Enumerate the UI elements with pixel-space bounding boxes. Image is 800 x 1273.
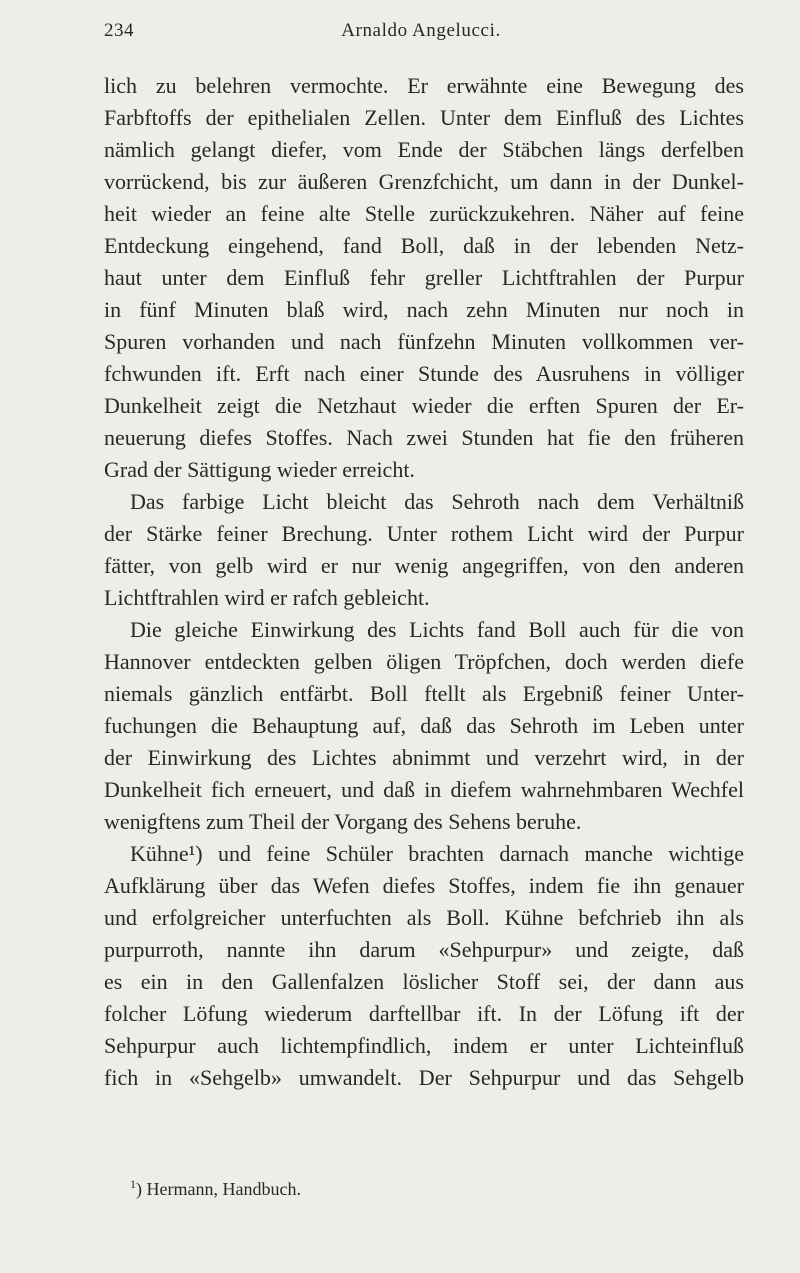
text-line: wenigftens zum Theil der Vorgang des Sehens beruhe. (104, 809, 582, 834)
text-line: Farbftoffs der epithelialen Zellen. Unter dem Einfluß des Lichtes (104, 105, 744, 130)
body-text (104, 70, 744, 1094)
footnote-marker: 1 (130, 1177, 136, 1191)
text-line: fich in «Sehgelb» umwandelt. Der Sehpurpur und das Sehgelb (104, 1065, 744, 1090)
text-line: Aufklärung über das Wefen diefes Stoffes, indem fie ihn genauer (104, 873, 744, 898)
text-line: Die gleiche Einwirkung des Lichts fand Boll auch für die von (130, 617, 744, 642)
text-line: niemals gänzlich entfärbt. Boll ftellt als Ergebniß feiner Unter- (104, 681, 744, 706)
text-line: der Stärke feiner Brechung. Unter rothem Licht wird der Purpur (104, 521, 744, 546)
text-line: Grad der Sättigung wieder erreicht. (104, 457, 415, 482)
text-line: nämlich gelangt diefer, vom Ende der Stäbchen längs derfelben (104, 137, 744, 162)
text-line: lich zu belehren vermochte. Er erwähnte eine Bewegung des (104, 73, 744, 98)
text-line: purpurroth, nannte ihn darum «Sehpurpur» und zeigte, daß (104, 937, 744, 962)
text-line: Entdeckung eingehend, fand Boll, daß in der lebenden Netz- (104, 233, 744, 258)
text-line: in fünf Minuten blaß wird, nach zehn Minuten nur noch in (104, 297, 744, 322)
text-line: der Einwirkung des Lichtes abnimmt und verzehrt wird, in der (104, 745, 744, 770)
text-line: Sehpurpur auch lichtempfindlich, indem er unter Lichteinfluß (104, 1033, 744, 1058)
text-line: neuerung diefes Stoffes. Nach zwei Stunden hat fie den früheren (104, 425, 744, 450)
page-header (104, 20, 738, 50)
text-line: Lichtftrahlen wird er rafch gebleicht. (104, 585, 430, 610)
text-line: Kühne¹) und feine Schüler brachten darnach manche wichtige (130, 841, 744, 866)
text-line: fuchungen die Behauptung auf, daß das Sehroth im Leben unter (104, 713, 744, 738)
text-line: Das farbige Licht bleicht das Sehroth nach dem Verhältniß (130, 489, 744, 514)
footnote-text: ) Hermann, Handbuch. (136, 1179, 301, 1199)
text-line: und erfolgreicher unterfuchten als Boll. Kühne befchrieb ihn als (104, 905, 744, 930)
footnote (130, 1172, 730, 1201)
page-number: 234 (104, 20, 134, 41)
text-line: fchwunden ift. Erft nach einer Stunde des Ausruhens in völliger (104, 361, 744, 386)
text-line: haut unter dem Einfluß fehr greller Lichtftrahlen der Purpur (104, 265, 744, 290)
text-line: Dunkelheit fich erneuert, und daß in diefem wahrnehmbaren Wechfel (104, 777, 744, 802)
text-line: Spuren vorhanden und nach fünfzehn Minuten vollkommen ver- (104, 329, 744, 354)
text-line: es ein in den Gallenfalzen löslicher Stoff sei, der dann aus (104, 969, 744, 994)
text-line: Hannover entdeckten gelben öligen Tröpfchen, doch werden diefe (104, 649, 744, 674)
text-line: heit wieder an feine alte Stelle zurückzukehren. Näher auf feine (104, 201, 744, 226)
text-line: Dunkelheit zeigt die Netzhaut wieder die erften Spuren der Er- (104, 393, 744, 418)
text-line: vorrückend, bis zur äußeren Grenzfchicht, um dann in der Dunkel- (104, 169, 744, 194)
text-line: folcher Löfung wiederum darftellbar ift. In der Löfung ift der (104, 1001, 744, 1026)
text-line: fätter, von gelb wird er nur wenig angegriffen, von den anderen (104, 553, 744, 578)
running-title: Arnaldo Angelucci. (341, 20, 501, 41)
